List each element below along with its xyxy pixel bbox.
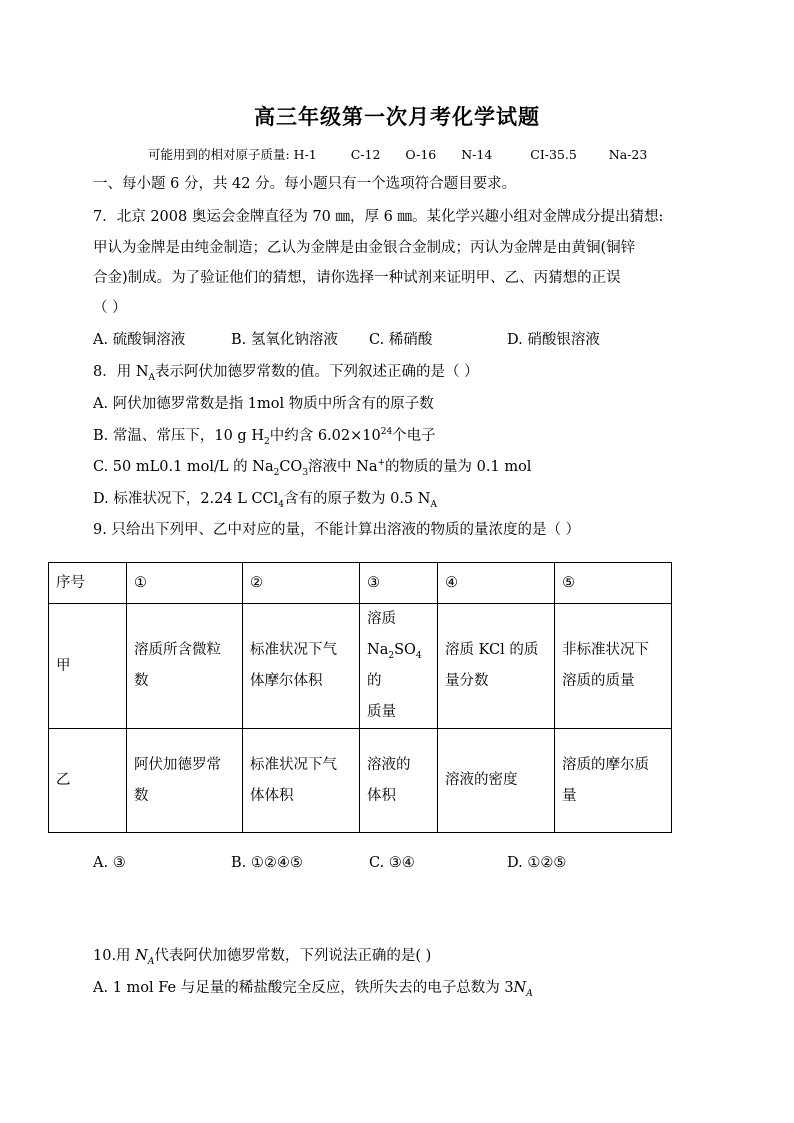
table-cell: 溶质 KCl 的质 量分数 — [438, 604, 555, 729]
q8-d-text-2: 含有的原子数为 0.5 N — [284, 491, 431, 507]
q8-c-sub: 2 — [273, 467, 280, 478]
formula-sub: 2 — [388, 650, 395, 661]
q8-stem-text-2: 表示阿伏加德罗常数的值。下列叙述正确的是（ ） — [155, 364, 479, 380]
q10-a-sub: A — [526, 988, 533, 999]
table-row — [49, 604, 672, 729]
q7-option-c: C. 稀硝酸 — [369, 332, 433, 348]
q8-stem-text: 8．用 N — [93, 364, 149, 380]
q9-option-a: A. ③ — [93, 855, 126, 871]
q7-option-a: A. 硫酸铜溶液 — [93, 332, 186, 348]
q8-c-text-2: CO — [279, 459, 303, 475]
q9-option-d: D. ①②⑤ — [507, 855, 567, 871]
q10-stem-sub: A — [147, 956, 155, 967]
q8-c-sub-2: 3 — [302, 467, 309, 478]
table-row-label: 甲 — [49, 604, 127, 729]
q8-c-sup: + — [377, 458, 386, 469]
table-cell — [360, 604, 438, 729]
table-header-cell: ⑤ — [555, 563, 672, 604]
table-cell: 溶液的密度 — [438, 729, 555, 833]
q8-option-a: A. 阿伏加德罗常数是指 1mol 物质中所含有的原子数 — [93, 396, 434, 412]
q9-option-c: C. ③④ — [369, 855, 415, 871]
q10-stem — [93, 946, 431, 966]
q8-c-text-3: 溶液中 Na — [308, 459, 378, 475]
q7-line-1: 7．北京 2008 奥运会金牌直径为 70 ㎜，厚 6 ㎜。某化学兴趣小组对金牌成分提出猜想: — [93, 209, 664, 225]
formula-text-3: 的 — [367, 673, 382, 689]
q8-stem-sub: A — [148, 372, 156, 383]
q8-stem — [93, 362, 479, 382]
q10-stem-text-2: 代表阿伏加德罗常数，下列说法正确的是( ) — [154, 948, 432, 964]
table-cell-line: 质量 — [367, 704, 396, 720]
q8-b-text-3: 个电子 — [392, 428, 436, 444]
q7-line-4: （ ） — [93, 300, 127, 316]
q7-option-d: D. 硝酸银溶液 — [507, 332, 600, 348]
table-header-cell: ④ — [438, 563, 555, 604]
table-cell: 阿伏加德罗常 数 — [127, 729, 243, 833]
section-heading: 一、每小题 6 分，共 42 分。每小题只有一个选项符合题目要求。 — [93, 176, 517, 192]
q8-option-c — [93, 457, 531, 477]
q10-option-a — [93, 978, 533, 998]
q8-d-sub-2: A — [430, 499, 437, 510]
q10-a-n: N — [513, 980, 527, 996]
table-header-cell: 序号 — [49, 563, 127, 604]
q8-option-d — [93, 489, 437, 509]
table-cell: 非标准状况下 溶质的质量 — [555, 604, 672, 729]
q8-c-text: C. 50 mL0.1 mol/L 的 Na — [93, 459, 274, 475]
q7-options — [93, 330, 600, 350]
table-cell: 溶液的 体积 — [360, 729, 438, 833]
q8-b-text: B. 常温、常压下，10 g H — [93, 428, 264, 444]
table-cell: 标准状况下气 体摩尔体积 — [243, 604, 360, 729]
atomic-masses-label: 可能用到的相对原子质量: H-1 — [148, 147, 317, 162]
table-row — [49, 563, 672, 604]
q10-stem-text: 10.用 — [93, 948, 136, 964]
table-header-cell: ② — [243, 563, 360, 604]
q7-option-b: B. 氢氧化钠溶液 — [231, 332, 338, 348]
q8-d-text: D. 标准状况下，2.24 L CCl — [93, 491, 279, 507]
atomic-mass-item: CI-35.5 — [530, 147, 577, 162]
atomic-mass-item: N-14 — [461, 147, 493, 162]
atomic-mass-item: Na-23 — [608, 147, 648, 162]
q7-line-3: 合金)制成。为了验证他们的猜想，请你选择一种试剂来证明甲、乙、丙猜想的正误 — [93, 270, 621, 286]
table-cell: 溶质所含微粒 数 — [127, 604, 243, 729]
table-cell: 溶质的摩尔质 量 — [555, 729, 672, 833]
q9-options — [93, 853, 566, 873]
formula-text-2: SO — [394, 642, 416, 658]
q7-line-2: 甲认为金牌是由纯金制造；乙认为金牌是由金银合金制成；丙认为金牌是由黄铜(铜锌 — [93, 240, 636, 256]
formula-sub-2: 4 — [415, 650, 422, 661]
q9-table — [48, 562, 672, 833]
table-cell: 标准状况下气 体体积 — [243, 729, 360, 833]
table-cell-line: 溶质 — [367, 611, 396, 627]
q8-b-text-2: 中约含 6.02×10 — [269, 428, 381, 444]
q8-b-sub: 2 — [263, 436, 270, 447]
q10-a-text: A. 1 mol Fe 与足量的稀盐酸完全反应，铁所失去的电子总数为 3 — [93, 980, 514, 996]
q8-c-text-4: 的物质的量为 0.1 mol — [385, 459, 532, 475]
atomic-masses — [148, 145, 647, 163]
q9-stem: 9. 只给出下列甲、乙中对应的量，不能计算出溶液的物质的量浓度的是（ ） — [93, 522, 581, 538]
page-title: 高三年级第一次月考化学试题 — [254, 104, 540, 129]
table-header-cell: ③ — [360, 563, 438, 604]
table-header-cell: ① — [127, 563, 243, 604]
table-row-label: 乙 — [49, 729, 127, 833]
q10-stem-n: N — [135, 948, 148, 964]
q8-option-b — [93, 426, 436, 446]
q8-b-sup: 24 — [380, 427, 393, 438]
q8-d-sub: 4 — [278, 499, 285, 510]
formula-text: Na — [367, 642, 389, 658]
atomic-mass-item: O-16 — [405, 147, 437, 162]
table-cell-line — [367, 635, 430, 697]
atomic-mass-item: C-12 — [350, 147, 381, 162]
q9-option-b: B. ①②④⑤ — [231, 855, 303, 871]
table-row — [49, 729, 672, 833]
